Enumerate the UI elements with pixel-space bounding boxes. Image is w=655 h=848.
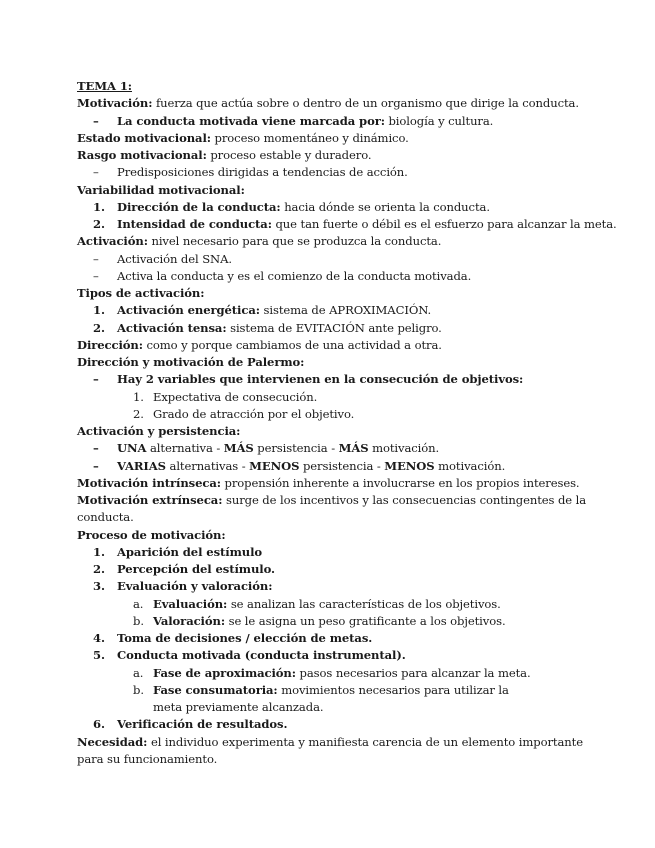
bullet-item: – Hay 2 variables que intervienen en la consecución de objetivos: [93, 372, 524, 387]
document-page [77, 78, 617, 768]
section-title: TEMA 1: [77, 79, 132, 93]
definition-line: Rasgo motivacional: proceso estable y duradero. [77, 148, 372, 162]
lettered-subitem: a. Fase de aproximación: pasos necesarios para alcanzar la meta. [133, 665, 531, 680]
definition-line: Motivación intrínseca: propensión inherente a involucrarse en los propios intereses. [77, 475, 580, 490]
heading-line: Tipos de activación: [77, 286, 205, 300]
definition-line: Activación: nivel necesario para que se produzca la conducta. [77, 234, 442, 249]
numbered-subitem: 2. Grado de atracción por el objetivo. [133, 406, 355, 421]
definition-line: Motivación extrínseca: surge de los incentivos y las consecuencias contingentes de la conducta. [77, 493, 587, 525]
numbered-item: 2. Activación tensa: sistema de EVITACIÓN ante peligro. [93, 320, 442, 335]
lettered-subitem: b. Fase consumatoria: movimientos necesarios para utilizar la meta previamente alcanzada. [133, 682, 509, 714]
bullet-item: – La conducta motivada viene marcada por: biología y cultura. [93, 113, 494, 128]
bullet-item: – Predisposiciones dirigidas a tendencias de acción. [93, 165, 408, 180]
bullet-item: – UNA alternativa - MÁS persistencia - MÁS motivación. [93, 441, 440, 456]
definition-line: Dirección: como y porque cambiamos de una actividad a otra. [77, 337, 442, 352]
heading-line: Proceso de motivación: [77, 527, 226, 542]
numbered-item: 4. Toma de decisiones / elección de metas. [93, 631, 373, 645]
numbered-item: 3. Evaluación y valoración: [93, 579, 273, 594]
bullet-item: – VARIAS alternativas - MENOS persistencia - MENOS motivación. [93, 458, 506, 473]
heading-line: Activación y persistencia: [77, 424, 241, 438]
numbered-item: 2. Percepción del estímulo. [93, 562, 275, 576]
heading-line: Dirección y motivación de Palermo: [77, 355, 305, 369]
lettered-subitem: a. Evaluación: se analizan las características de los objetivos. [133, 596, 501, 611]
numbered-item: 5. Conducta motivada (conducta instrumental). [93, 648, 406, 663]
lettered-subitem: b. Valoración: se le asigna un peso gratificante a los objetivos. [133, 613, 506, 628]
definition-line: Necesidad: el individuo experimenta y manifiesta carencia de un elemento importante para su funcionamiento. [77, 734, 583, 766]
numbered-item: 1. Aparición del estímulo [93, 544, 263, 559]
numbered-item: 1. Dirección de la conducta: hacia dónde se orienta la conducta. [93, 199, 490, 214]
numbered-item: 2. Intensidad de conducta: que tan fuerte o débil es el esfuerzo para alcanzar la meta. [93, 217, 617, 231]
bullet-item: – Activa la conducta y es el comienzo de la conducta motivada. [93, 268, 472, 283]
definition-line: Estado motivacional: proceso momentáneo y dinámico. [77, 130, 409, 145]
numbered-item: 1. Activación energética: sistema de APROXIMACIÓN. [93, 303, 432, 318]
numbered-item: 6. Verificación de resultados. [93, 717, 288, 732]
heading-line: Variabilidad motivacional: [77, 182, 245, 197]
bullet-item: – Activación del SNA. [93, 251, 232, 266]
definition-line: Motivación: fuerza que actúa sobre o dentro de un organismo que dirige la conducta. [77, 96, 579, 111]
numbered-subitem: 1. Expectativa de consecución. [133, 389, 318, 404]
